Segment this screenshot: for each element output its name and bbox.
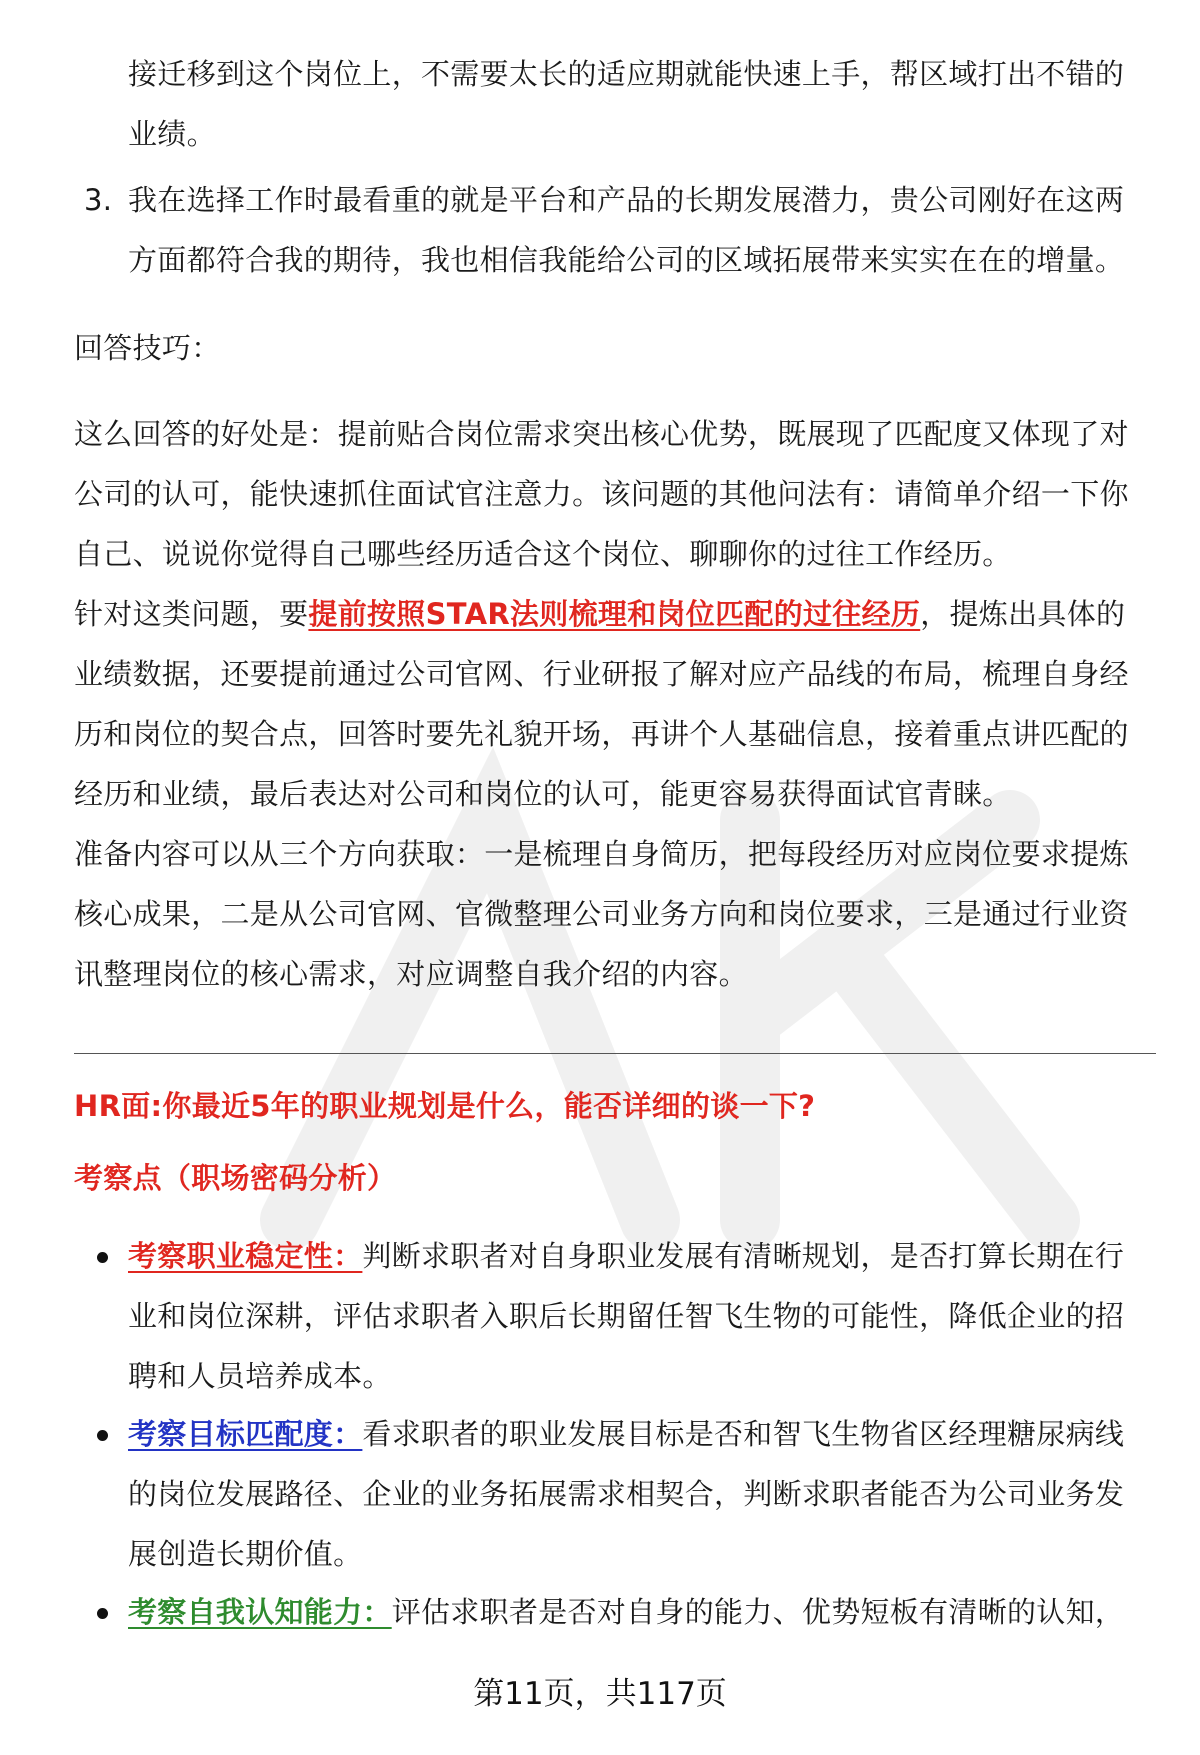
analysis-heading-block bbox=[0, 1148, 1200, 1208]
text-line: 业和岗位深耕，评估求职者入职后长期留任智飞生物的可能性，降低企业的招 bbox=[128, 1299, 1125, 1333]
text-line: 准备内容可以从三个方向获取：一是梳理自身简历，把每段经历对应岗位要求提炼 bbox=[74, 837, 1129, 871]
text-line: 业绩。 bbox=[128, 117, 216, 151]
question-block bbox=[0, 1076, 1200, 1136]
text-line: 历和岗位的契合点，回答时要先礼貌开场，再讲个人基础信息，接着重点讲匹配的 bbox=[74, 717, 1129, 751]
text-segment: 针对这类问题，要 bbox=[74, 597, 309, 631]
text-segment: 判断求职者对自身职业发展有清晰规划，是否打算长期在行 bbox=[362, 1239, 1125, 1273]
text-line: 接迁移到这个岗位上，不需要太长的适应期就能快速上手，帮区域打出不错的 bbox=[128, 57, 1125, 91]
text-line: 经历和业绩，最后表达对公司和岗位的认可，能更容易获得面试官青睐。 bbox=[74, 777, 1012, 811]
text-line: 的岗位发展路径、企业的业务拓展需求相契合，判断求职者能否为公司业务发 bbox=[128, 1477, 1125, 1511]
tips-heading-block bbox=[0, 318, 1200, 378]
text-line: 方面都符合我的期待，我也相信我能给公司的区域拓展带来实实在在的增量。 bbox=[128, 243, 1125, 277]
text-line bbox=[0, 1582, 1200, 1642]
bullet-dot-icon bbox=[97, 1430, 108, 1441]
text-line: 这么回答的好处是：提前贴合岗位需求突出核心优势，既展现了匹配度又体现了对 bbox=[74, 417, 1129, 451]
text-line bbox=[0, 1226, 1200, 1286]
list-item-3 bbox=[0, 170, 1200, 290]
bullet-item bbox=[0, 1404, 1200, 1584]
bullet-dot-icon bbox=[97, 1608, 108, 1619]
text-segment: ，提炼出具体的 bbox=[920, 597, 1126, 631]
bullet-label: 考察自我认知能力： bbox=[128, 1595, 392, 1629]
text-segment: 看求职者的职业发展目标是否和智飞生物省区经理糖尿病线 bbox=[362, 1417, 1125, 1451]
highlight-star-method: 提前按照STAR法则梳理和岗位匹配的过往经历 bbox=[308, 597, 921, 631]
question-title: HR面:你最近5年的职业规划是什么，能否详细的谈一下? bbox=[74, 1089, 816, 1123]
page-number-footer: 第11页，共117页 bbox=[473, 1676, 727, 1712]
text-line bbox=[0, 1404, 1200, 1464]
text-line: 核心成果，二是从公司官网、官微整理公司业务方向和岗位要求，三是通过行业资 bbox=[74, 897, 1129, 931]
bullet-label: 考察职业稳定性： bbox=[128, 1239, 363, 1273]
tips-paragraph-3 bbox=[0, 824, 1200, 1004]
bullet-item bbox=[0, 1226, 1200, 1406]
tips-paragraph-1 bbox=[0, 404, 1200, 584]
list-number: 3. bbox=[84, 183, 113, 217]
text-line: 自己、说说你觉得自己哪些经历适合这个岗位、聊聊你的过往工作经历。 bbox=[74, 537, 1012, 571]
text-line bbox=[0, 584, 1200, 644]
list-item-2-continuation bbox=[0, 44, 1200, 164]
analysis-heading: 考察点（职场密码分析） bbox=[74, 1161, 397, 1195]
text-line: 我在选择工作时最看重的就是平台和产品的长期发展潜力，贵公司刚好在这两 bbox=[128, 183, 1125, 217]
text-line: 业绩数据，还要提前通过公司官网、行业研报了解对应产品线的布局，梳理自身经 bbox=[74, 657, 1129, 691]
bullet-item bbox=[0, 1582, 1200, 1642]
text-segment: 评估求职者是否对自身的能力、优势短板有清晰的认知， bbox=[391, 1595, 1125, 1629]
tips-paragraph-2 bbox=[0, 584, 1200, 824]
tips-heading: 回答技巧： bbox=[74, 331, 221, 365]
bullet-label: 考察目标匹配度： bbox=[128, 1417, 363, 1451]
text-line: 讯整理岗位的核心需求，对应调整自我介绍的内容。 bbox=[74, 957, 748, 991]
text-line: 公司的认可，能快速抓住面试官注意力。该问题的其他问法有：请简单介绍一下你 bbox=[74, 477, 1129, 511]
text-line: 展创造长期价值。 bbox=[128, 1537, 363, 1571]
text-line: 聘和人员培养成本。 bbox=[128, 1359, 392, 1393]
section-divider bbox=[74, 1053, 1156, 1054]
bullet-dot-icon bbox=[97, 1252, 108, 1263]
